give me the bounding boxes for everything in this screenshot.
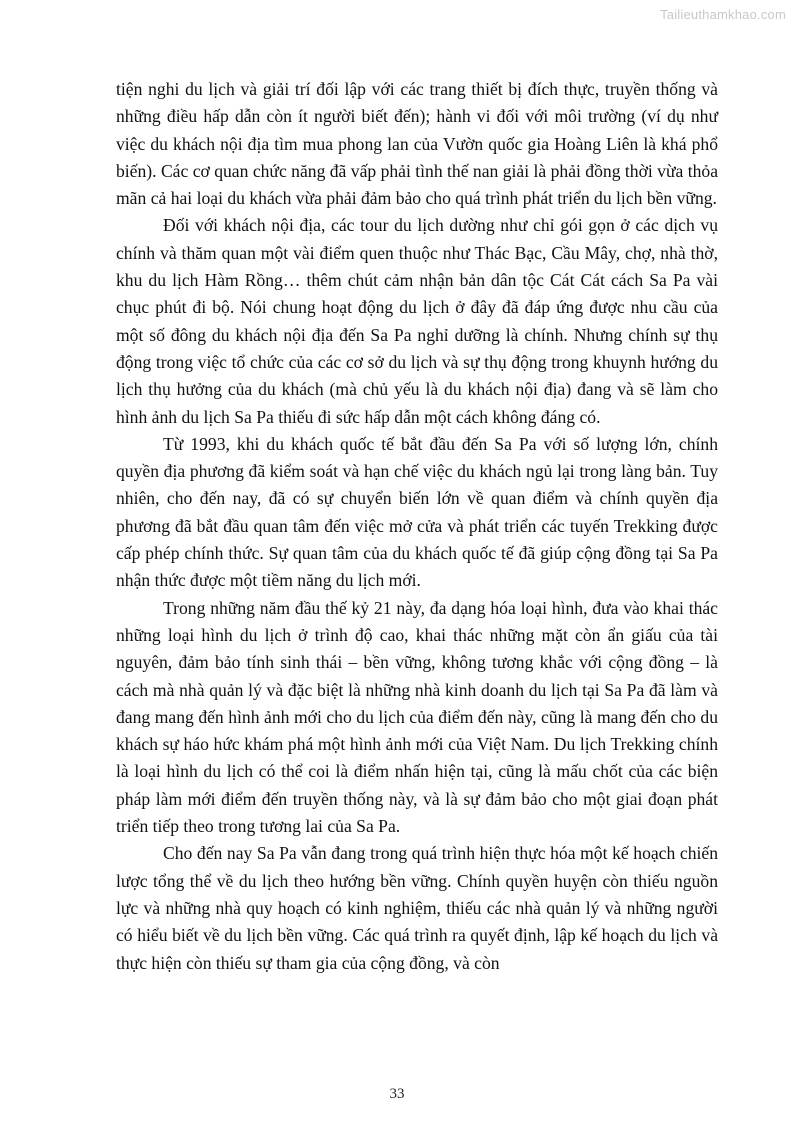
paragraph-sustainable-strategy: Cho đến nay Sa Pa vẫn đang trong quá trình hiện thực hóa một kế hoạch chiến lược tổng thể về du lịch theo hướng bền vững. Chính quyền huyện còn thiếu nguồn lực và những nhà quy hoạch có kinh nghiệm, thiếu các nhà quản lý và những người có hiểu biết về du lịch bền vững. Các quá trình ra quyết định, lập kế hoạch du lịch và thực hiện còn thiếu sự tham gia của cộng đồng, và còn (116, 843, 718, 973)
paragraph-continuation: tiện nghi du lịch và giải trí đối lập với các trang thiết bị đích thực, truyền thống và những điều hấp dẫn còn ít người biết đến); hành vi đối với môi trường (ví dụ như việc du khách nội địa tìm mua phong lan của Vườn quốc gia Hoàng Liên là khá phổ biến). Các cơ quan chức năng đã vấp phải tình thế nan giải là phải đồng thời vừa thỏa mãn cả hai loại du khách vừa phải đảm bảo cho quá trình phát triển du lịch bền vững. (116, 79, 718, 209)
page-number: 33 (389, 1086, 405, 1102)
paragraph-international-tourists: Từ 1993, khi du khách quốc tế bắt đầu đến Sa Pa với số lượng lớn, chính quyền địa phương đã kiểm soát và hạn chế việc du khách ngủ lại trong làng bản. Tuy nhiên, cho đến nay, đã có sự chuyển biến lớn về quan điểm và chính quyền địa phương đã bắt đầu quan tâm đến việc mở cửa và phát triển các tuyến Trekking được cấp phép chính thức. Sự quan tâm của du khách quốc tế đã giúp cộng đồng tại Sa Pa nhận thức được một tiềm năng du lịch mới. (116, 433, 718, 591)
watermark-text: Tailieuthamkhao.com (660, 7, 786, 22)
paragraph-trekking-diversification: Trong những năm đầu thế kỷ 21 này, đa dạng hóa loại hình, đưa vào khai thác những loại hình du lịch ở trình độ cao, khai thác những mặt còn ẩn giấu của tài nguyên, đảm bảo tính sinh thái – bền vững, không tương khắc với cộng đồng – là cách mà nhà quản lý và đặc biệt là những nhà kinh doanh du lịch tại Sa Pa đã làm và đang mang đến hình ảnh mới cho du lịch của điểm đến này, cũng là mang đến cho du khách sự háo hức khám phá một hình ảnh mới của Việt Nam. Du lịch Trekking chính là loại hình du lịch có thể coi là điểm nhấn hiện tại, cũng là mấu chốt của các biện pháp làm mới điểm đến truyền thống này, và là sự đảm bảo cho một giai đoạn phát triển tiếp theo trong tương lai của Sa Pa. (116, 597, 718, 837)
paragraph-domestic-tourists: Đối với khách nội địa, các tour du lịch dường như chỉ gói gọn ở các dịch vụ chính và thăm quan một vài điểm quen thuộc như Thác Bạc, Cầu Mây, chợ, nhà thờ, khu du lịch Hàm Rồng… thêm chút cảm nhận bản dân tộc Cát Cát cách Sa Pa vài chục phút đi bộ. Nói chung hoạt động du lịch ở đây đã đáp ứng được nhu cầu của một số đông du khách nội địa đến Sa Pa nghỉ dưỡng là chính. Nhưng chính sự thụ động trong việc tổ chức của các cơ sở du lịch và sự thụ động trong khuynh hướng du lịch thụ hưởng của du khách (mà chủ yếu là du khách nội địa) đang và sẽ làm cho hình ảnh du lịch Sa Pa thiếu đi sức hấp dẫn một cách không đáng có. (116, 215, 718, 427)
document-body (116, 76, 718, 977)
